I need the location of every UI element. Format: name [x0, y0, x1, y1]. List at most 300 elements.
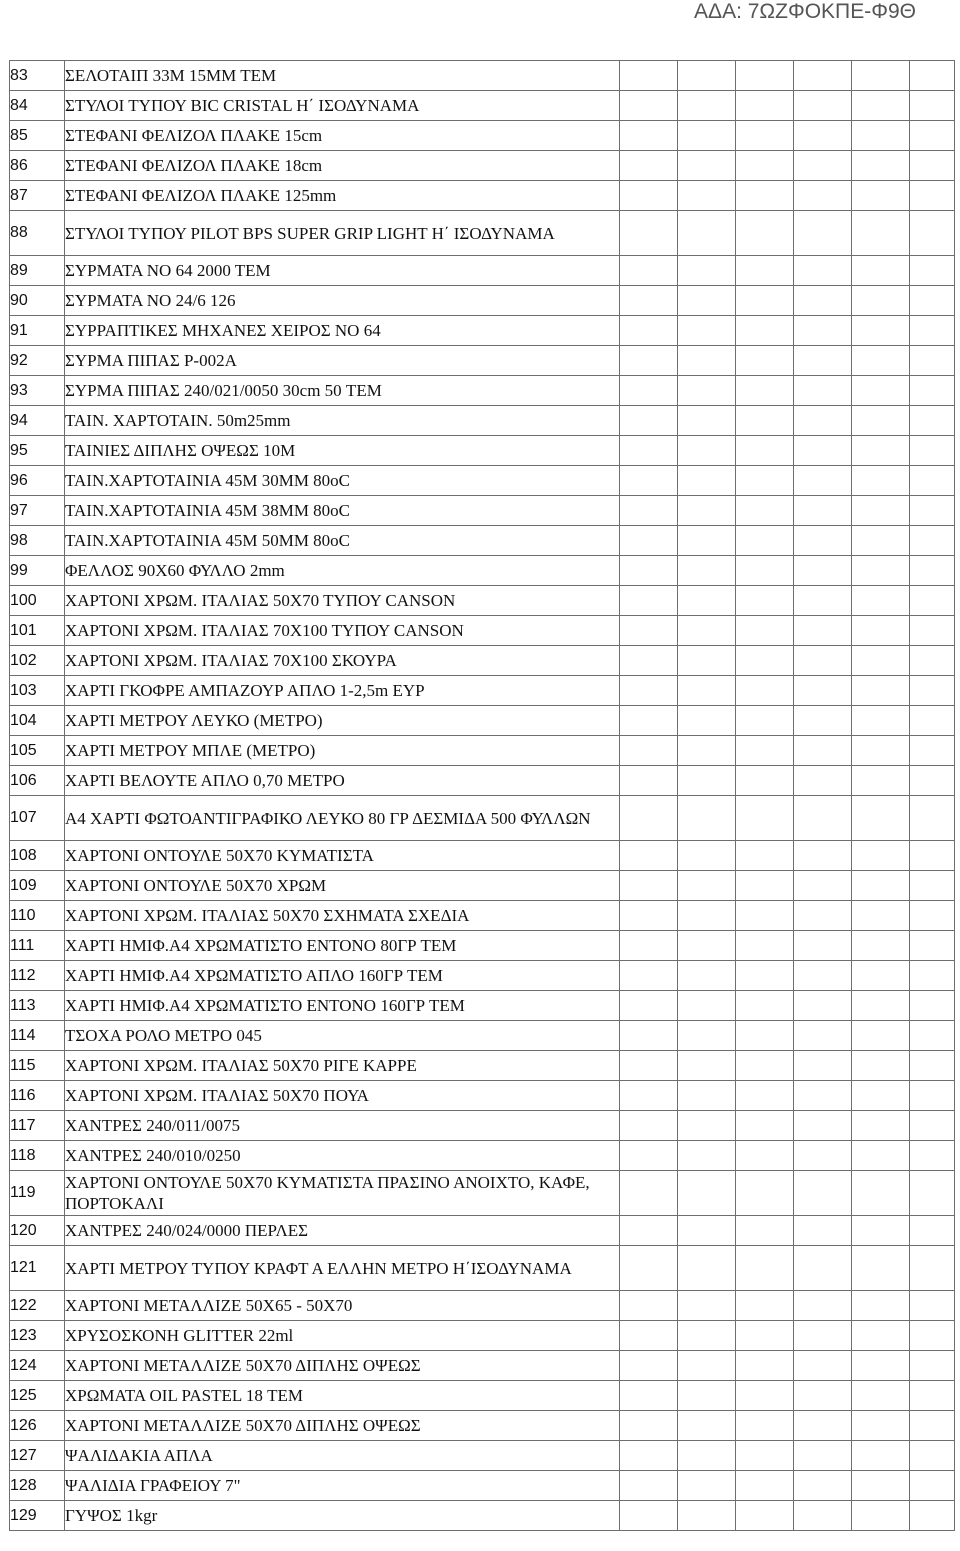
- empty-cell: [794, 376, 852, 406]
- empty-cell: [794, 151, 852, 181]
- table-row: [10, 991, 955, 1021]
- table-row: [10, 526, 955, 556]
- empty-cell: [852, 211, 910, 256]
- empty-cell: [620, 1216, 678, 1246]
- empty-cell: [910, 931, 955, 961]
- empty-cell: [736, 496, 794, 526]
- table-row: [10, 1321, 955, 1351]
- items-table-body: [10, 61, 955, 1531]
- empty-cell: [852, 1246, 910, 1291]
- table-row: [10, 616, 955, 646]
- item-description: ΤΑΙΝ.ΧΑΡΤΟΤΑΙΝΙΑ 45Μ 38ΜΜ 80οC: [65, 496, 620, 526]
- empty-cell: [794, 766, 852, 796]
- empty-cell: [794, 586, 852, 616]
- empty-cell: [852, 286, 910, 316]
- empty-cell: [678, 1411, 736, 1441]
- empty-cell: [794, 91, 852, 121]
- empty-cell: [852, 1291, 910, 1321]
- table-row: [10, 496, 955, 526]
- item-number: 124: [10, 1351, 65, 1381]
- empty-cell: [794, 796, 852, 841]
- empty-cell: [678, 496, 736, 526]
- empty-cell: [852, 1501, 910, 1531]
- empty-cell: [794, 1441, 852, 1471]
- item-number: 87: [10, 181, 65, 211]
- empty-cell: [678, 91, 736, 121]
- table-row: [10, 706, 955, 736]
- empty-cell: [910, 556, 955, 586]
- empty-cell: [852, 1471, 910, 1501]
- item-description: ΣΥΡΜΑ ΠΙΠΑΣ Ρ-002Α: [65, 346, 620, 376]
- empty-cell: [910, 676, 955, 706]
- empty-cell: [620, 1381, 678, 1411]
- table-row: [10, 181, 955, 211]
- empty-cell: [794, 181, 852, 211]
- table-row: [10, 376, 955, 406]
- item-description: ΧΑΡΤΟΝΙ ΧΡΩΜ. ΙΤΑΛΙΑΣ 50Χ70 ΠΟΥΑ: [65, 1081, 620, 1111]
- empty-cell: [620, 91, 678, 121]
- empty-cell: [736, 871, 794, 901]
- item-number: 95: [10, 436, 65, 466]
- item-number: 91: [10, 316, 65, 346]
- empty-cell: [736, 346, 794, 376]
- item-description: ΣΥΡΡΑΠΤΙΚΕΣ ΜΗΧΑΝΕΣ ΧΕΙΡΟΣ ΝΟ 64: [65, 316, 620, 346]
- item-number: 90: [10, 286, 65, 316]
- empty-cell: [736, 1081, 794, 1111]
- table-row: [10, 286, 955, 316]
- empty-cell: [910, 346, 955, 376]
- table-row: [10, 1471, 955, 1501]
- empty-cell: [678, 376, 736, 406]
- table-row: [10, 841, 955, 871]
- empty-cell: [852, 406, 910, 436]
- empty-cell: [736, 91, 794, 121]
- empty-cell: [910, 151, 955, 181]
- empty-cell: [910, 526, 955, 556]
- empty-cell: [678, 1291, 736, 1321]
- item-description: ΧΑΡΤΟΝΙ ΟΝΤΟΥΛΕ 50Χ70 ΚΥΜΑΤΙΣΤΑ ΠΡΑΣΙΝΟ ΑΝΟΙΧΤΟ, ΚΑΦΕ, ΠΟΡΤΟΚΑΛΙ: [65, 1171, 620, 1216]
- empty-cell: [678, 1471, 736, 1501]
- table-row: [10, 1501, 955, 1531]
- empty-cell: [620, 496, 678, 526]
- empty-cell: [620, 556, 678, 586]
- item-number: 88: [10, 211, 65, 256]
- empty-cell: [794, 1351, 852, 1381]
- empty-cell: [910, 1471, 955, 1501]
- empty-cell: [852, 796, 910, 841]
- empty-cell: [910, 1501, 955, 1531]
- empty-cell: [794, 121, 852, 151]
- table-row: [10, 1141, 955, 1171]
- empty-cell: [794, 991, 852, 1021]
- empty-cell: [910, 1021, 955, 1051]
- empty-cell: [678, 586, 736, 616]
- item-description: ΧΑΡΤΟΝΙ ΧΡΩΜ. ΙΤΑΛΙΑΣ 50Χ70 ΡΙΓΕ ΚΑΡΡΕ: [65, 1051, 620, 1081]
- empty-cell: [852, 736, 910, 766]
- empty-cell: [910, 406, 955, 436]
- empty-cell: [794, 526, 852, 556]
- empty-cell: [620, 1471, 678, 1501]
- table-row: [10, 1291, 955, 1321]
- empty-cell: [852, 706, 910, 736]
- empty-cell: [678, 676, 736, 706]
- empty-cell: [852, 1111, 910, 1141]
- empty-cell: [620, 1141, 678, 1171]
- empty-cell: [678, 901, 736, 931]
- empty-cell: [620, 706, 678, 736]
- empty-cell: [794, 706, 852, 736]
- empty-cell: [678, 151, 736, 181]
- empty-cell: [678, 1081, 736, 1111]
- item-number: 106: [10, 766, 65, 796]
- item-number: 85: [10, 121, 65, 151]
- empty-cell: [736, 706, 794, 736]
- empty-cell: [794, 931, 852, 961]
- empty-cell: [910, 796, 955, 841]
- empty-cell: [620, 436, 678, 466]
- empty-cell: [678, 1216, 736, 1246]
- empty-cell: [794, 256, 852, 286]
- empty-cell: [736, 841, 794, 871]
- item-description: ΧΑΡΤΟΝΙ ΧΡΩΜ. ΙΤΑΛΙΑΣ 50Χ70 ΤΥΠΟΥ CANSON: [65, 586, 620, 616]
- empty-cell: [678, 1381, 736, 1411]
- item-description: ΣΥΡΜΑΤΑ ΝΟ 64 2000 ΤΕΜ: [65, 256, 620, 286]
- empty-cell: [678, 556, 736, 586]
- empty-cell: [678, 991, 736, 1021]
- empty-cell: [910, 646, 955, 676]
- empty-cell: [620, 1051, 678, 1081]
- empty-cell: [910, 91, 955, 121]
- item-number: 99: [10, 556, 65, 586]
- item-number: 111: [10, 931, 65, 961]
- empty-cell: [852, 346, 910, 376]
- item-description: ΣΤΥΛΟΙ ΤΥΠΟΥ PILOT BPS SUPER GRIP LIGHT Η΄ ΙΣΟΔΥΝΑΜΑ: [65, 211, 620, 256]
- empty-cell: [736, 1051, 794, 1081]
- empty-cell: [794, 646, 852, 676]
- empty-cell: [678, 211, 736, 256]
- empty-cell: [910, 466, 955, 496]
- empty-cell: [852, 1216, 910, 1246]
- table-row: [10, 1051, 955, 1081]
- item-number: 86: [10, 151, 65, 181]
- item-description: ΧΑΡΤΟΝΙ ΧΡΩΜ. ΙΤΑΛΙΑΣ 70Χ100 ΤΥΠΟΥ CANSON: [65, 616, 620, 646]
- empty-cell: [794, 961, 852, 991]
- empty-cell: [910, 766, 955, 796]
- empty-cell: [910, 1081, 955, 1111]
- empty-cell: [736, 586, 794, 616]
- empty-cell: [852, 526, 910, 556]
- empty-cell: [736, 286, 794, 316]
- empty-cell: [678, 841, 736, 871]
- empty-cell: [620, 61, 678, 91]
- empty-cell: [678, 1351, 736, 1381]
- ada-code: ΑΔΑ: 7ΩΖΦΟΚΠΕ-Φ9Θ: [694, 0, 916, 23]
- item-description: ΣΕΛΟΤΑΙΠ 33Μ 15ΜΜ ΤΕΜ: [65, 61, 620, 91]
- item-number: 108: [10, 841, 65, 871]
- empty-cell: [736, 676, 794, 706]
- empty-cell: [910, 706, 955, 736]
- empty-cell: [910, 376, 955, 406]
- empty-cell: [620, 1441, 678, 1471]
- empty-cell: [852, 376, 910, 406]
- table-row: [10, 91, 955, 121]
- empty-cell: [794, 736, 852, 766]
- empty-cell: [794, 556, 852, 586]
- empty-cell: [678, 346, 736, 376]
- empty-cell: [852, 586, 910, 616]
- empty-cell: [736, 316, 794, 346]
- empty-cell: [794, 1021, 852, 1051]
- empty-cell: [910, 1111, 955, 1141]
- empty-cell: [620, 1111, 678, 1141]
- item-description: ΨΑΛΙΔΙΑ ΓΡΑΦΕΙΟΥ 7": [65, 1471, 620, 1501]
- empty-cell: [736, 1321, 794, 1351]
- empty-cell: [678, 466, 736, 496]
- empty-cell: [852, 436, 910, 466]
- empty-cell: [620, 736, 678, 766]
- empty-cell: [852, 151, 910, 181]
- item-description: ΧΑΡΤΟΝΙ ΜΕΤΑΛΛΙΖΕ 50Χ70 ΔΙΠΛΗΣ ΟΨΕΩΣ: [65, 1351, 620, 1381]
- empty-cell: [736, 1291, 794, 1321]
- table-row: [10, 961, 955, 991]
- item-number: 92: [10, 346, 65, 376]
- empty-cell: [736, 436, 794, 466]
- item-description: ΨΑΛΙΔΑΚΙΑ ΑΠΛΑ: [65, 1441, 620, 1471]
- item-description: ΤΣΟΧΑ ΡΟΛΟ ΜΕΤΡΟ 045: [65, 1021, 620, 1051]
- empty-cell: [678, 706, 736, 736]
- empty-cell: [678, 616, 736, 646]
- empty-cell: [620, 346, 678, 376]
- empty-cell: [852, 91, 910, 121]
- empty-cell: [794, 1081, 852, 1111]
- empty-cell: [736, 1441, 794, 1471]
- item-description: ΧΑΝΤΡΕΣ 240/024/0000 ΠΕΡΛΕΣ: [65, 1216, 620, 1246]
- empty-cell: [678, 736, 736, 766]
- empty-cell: [736, 526, 794, 556]
- table-row: [10, 736, 955, 766]
- empty-cell: [620, 526, 678, 556]
- table-row: [10, 151, 955, 181]
- table-row: [10, 1441, 955, 1471]
- empty-cell: [736, 256, 794, 286]
- item-description: ΤΑΙΝ.ΧΑΡΤΟΤΑΙΝΙΑ 45Μ 50ΜΜ 80οC: [65, 526, 620, 556]
- empty-cell: [620, 646, 678, 676]
- empty-cell: [852, 1411, 910, 1441]
- empty-cell: [620, 931, 678, 961]
- empty-cell: [910, 1351, 955, 1381]
- table-row: [10, 316, 955, 346]
- table-row: [10, 871, 955, 901]
- empty-cell: [910, 961, 955, 991]
- empty-cell: [736, 211, 794, 256]
- empty-cell: [794, 1501, 852, 1531]
- empty-cell: [852, 1351, 910, 1381]
- table-row: [10, 121, 955, 151]
- empty-cell: [910, 991, 955, 1021]
- empty-cell: [620, 1246, 678, 1291]
- empty-cell: [620, 616, 678, 646]
- empty-cell: [620, 1411, 678, 1441]
- empty-cell: [794, 676, 852, 706]
- empty-cell: [794, 466, 852, 496]
- empty-cell: [794, 901, 852, 931]
- empty-cell: [736, 1501, 794, 1531]
- item-number: 105: [10, 736, 65, 766]
- item-description: ΣΤΕΦΑΝΙ ΦΕΛΙΖΟΛ ΠΛΑΚΕ 18cm: [65, 151, 620, 181]
- table-row: [10, 466, 955, 496]
- empty-cell: [852, 841, 910, 871]
- item-description: ΣΥΡΜΑΤΑ ΝΟ 24/6 126: [65, 286, 620, 316]
- item-description: ΧΑΡΤΙ ΗΜΙΦ.Α4 ΧΡΩΜΑΤΙΣΤΟ ΑΠΛΟ 160ΓΡ ΤΕΜ: [65, 961, 620, 991]
- empty-cell: [678, 1246, 736, 1291]
- empty-cell: [736, 1246, 794, 1291]
- empty-cell: [678, 316, 736, 346]
- empty-cell: [736, 1171, 794, 1216]
- empty-cell: [620, 1321, 678, 1351]
- empty-cell: [620, 286, 678, 316]
- table-row: [10, 1246, 955, 1291]
- empty-cell: [794, 1291, 852, 1321]
- empty-cell: [910, 1381, 955, 1411]
- item-number: 100: [10, 586, 65, 616]
- empty-cell: [620, 586, 678, 616]
- item-number: 117: [10, 1111, 65, 1141]
- table-row: [10, 61, 955, 91]
- empty-cell: [620, 1021, 678, 1051]
- table-row: [10, 256, 955, 286]
- empty-cell: [678, 1051, 736, 1081]
- item-description: ΧΑΡΤΟΝΙ ΜΕΤΑΛΛΙΖΕ 50Χ70 ΔΙΠΛΗΣ ΟΨΕΩΣ: [65, 1411, 620, 1441]
- empty-cell: [794, 1051, 852, 1081]
- empty-cell: [852, 1441, 910, 1471]
- item-number: 89: [10, 256, 65, 286]
- empty-cell: [620, 1501, 678, 1531]
- empty-cell: [794, 61, 852, 91]
- item-number: 84: [10, 91, 65, 121]
- item-number: 119: [10, 1171, 65, 1216]
- table-row: [10, 1081, 955, 1111]
- empty-cell: [852, 496, 910, 526]
- empty-cell: [678, 406, 736, 436]
- table-row: [10, 586, 955, 616]
- empty-cell: [736, 1111, 794, 1141]
- empty-cell: [794, 1321, 852, 1351]
- table-row: [10, 346, 955, 376]
- item-description: ΧΑΝΤΡΕΣ 240/010/0250: [65, 1141, 620, 1171]
- empty-cell: [736, 406, 794, 436]
- empty-cell: [678, 931, 736, 961]
- item-number: 125: [10, 1381, 65, 1411]
- empty-cell: [736, 1351, 794, 1381]
- empty-cell: [852, 256, 910, 286]
- empty-cell: [620, 1081, 678, 1111]
- empty-cell: [678, 1501, 736, 1531]
- item-description: ΧΑΡΤΟΝΙ ΟΝΤΟΥΛΕ 50Χ70 ΚΥΜΑΤΙΣΤΑ: [65, 841, 620, 871]
- empty-cell: [794, 1381, 852, 1411]
- item-number: 96: [10, 466, 65, 496]
- empty-cell: [620, 841, 678, 871]
- empty-cell: [794, 1111, 852, 1141]
- empty-cell: [852, 766, 910, 796]
- empty-cell: [736, 931, 794, 961]
- empty-cell: [736, 556, 794, 586]
- empty-cell: [794, 1171, 852, 1216]
- empty-cell: [852, 1141, 910, 1171]
- empty-cell: [852, 61, 910, 91]
- empty-cell: [678, 1321, 736, 1351]
- item-description: ΧΑΝΤΡΕΣ 240/011/0075: [65, 1111, 620, 1141]
- empty-cell: [910, 1441, 955, 1471]
- empty-cell: [620, 1171, 678, 1216]
- empty-cell: [678, 646, 736, 676]
- empty-cell: [620, 1291, 678, 1321]
- item-description: ΧΡΩΜΑΤΑ OIL PASTEL 18 ΤΕΜ: [65, 1381, 620, 1411]
- empty-cell: [910, 586, 955, 616]
- empty-cell: [736, 766, 794, 796]
- item-number: 126: [10, 1411, 65, 1441]
- item-number: 116: [10, 1081, 65, 1111]
- table-row: [10, 646, 955, 676]
- empty-cell: [620, 256, 678, 286]
- empty-cell: [794, 1471, 852, 1501]
- empty-cell: [736, 151, 794, 181]
- item-number: 112: [10, 961, 65, 991]
- empty-cell: [736, 121, 794, 151]
- empty-cell: [910, 871, 955, 901]
- empty-cell: [620, 871, 678, 901]
- empty-cell: [794, 496, 852, 526]
- empty-cell: [736, 376, 794, 406]
- empty-cell: [736, 1141, 794, 1171]
- item-description: ΧΑΡΤΙ ΗΜΙΦ.Α4 ΧΡΩΜΑΤΙΣΤΟ ΕΝΤΟΝΟ 160ΓΡ ΤΕΜ: [65, 991, 620, 1021]
- empty-cell: [794, 346, 852, 376]
- empty-cell: [794, 1411, 852, 1441]
- empty-cell: [678, 286, 736, 316]
- empty-cell: [852, 1171, 910, 1216]
- empty-cell: [678, 526, 736, 556]
- table-row: [10, 1021, 955, 1051]
- item-description: ΣΤΕΦΑΝΙ ΦΕΛΙΖΟΛ ΠΛΑΚΕ 125mm: [65, 181, 620, 211]
- table-row: [10, 1411, 955, 1441]
- table-row: [10, 1171, 955, 1216]
- empty-cell: [620, 151, 678, 181]
- item-number: 114: [10, 1021, 65, 1051]
- table-row: [10, 796, 955, 841]
- empty-cell: [852, 1381, 910, 1411]
- item-number: 122: [10, 1291, 65, 1321]
- empty-cell: [910, 616, 955, 646]
- table-row: [10, 1351, 955, 1381]
- empty-cell: [852, 1321, 910, 1351]
- empty-cell: [620, 181, 678, 211]
- empty-cell: [736, 796, 794, 841]
- empty-cell: [678, 1171, 736, 1216]
- empty-cell: [910, 1141, 955, 1171]
- empty-cell: [910, 121, 955, 151]
- table-row: [10, 1381, 955, 1411]
- empty-cell: [620, 466, 678, 496]
- item-number: 113: [10, 991, 65, 1021]
- empty-cell: [620, 316, 678, 346]
- item-description: ΦΕΛΛΟΣ 90Χ60 ΦΥΛΛΟ 2mm: [65, 556, 620, 586]
- empty-cell: [736, 736, 794, 766]
- item-number: 104: [10, 706, 65, 736]
- empty-cell: [910, 1246, 955, 1291]
- item-description: ΧΑΡΤΙ ΜΕΤΡΟΥ ΤΥΠΟΥ ΚΡΑΦΤ Α ΕΛΛΗΝ ΜΕΤΡΟ Η΄ΙΣΟΔΥΝΑΜΑ: [65, 1246, 620, 1291]
- item-description: ΧΑΡΤΟΝΙ ΟΝΤΟΥΛΕ 50Χ70 ΧΡΩΜ: [65, 871, 620, 901]
- table-row: [10, 436, 955, 466]
- item-number: 123: [10, 1321, 65, 1351]
